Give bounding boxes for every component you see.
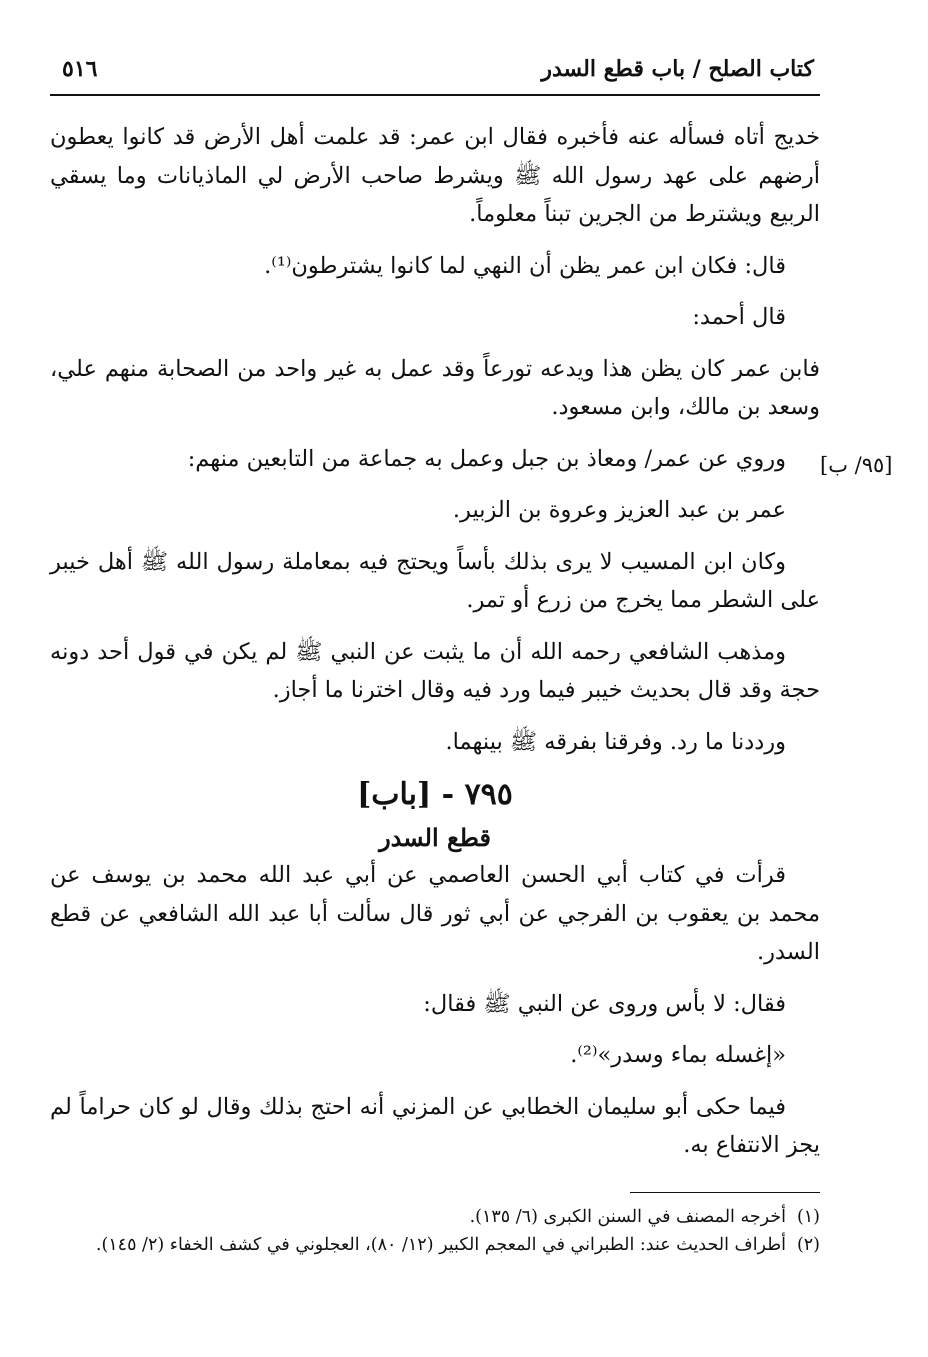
paragraph: فيما حكى أبو سليمان الخطابي عن المزني أنه احتج بذلك وقال لو كان حراماً لم يجز الانتفاع به. [50,1093,820,1158]
book-page [50,0,820,1357]
paragraph: خديج أتاه فسأله عنه فأخبره فقال ابن عمر: قد علمت أهل الأرض قد كانوا يعطون أرضهم على عهد رسول الله ﷺ ويشرط صاحب الأرض لي الماذيانات وما يسقي الربيع ويشترط من الجرين تبناً معلوماً. [50,124,820,227]
footnote-text: أخرجه المصنف في السنن الكبرى (٦/ ١٣٥). [469,1207,786,1227]
paragraph: عمر بن عبد العزيز وعروة بن الزبير. [452,497,786,523]
paragraph: قال: فكان ابن عمر يظن أن النهي لما كانوا يشترطون⁽¹⁾. [264,252,786,279]
paragraph: قال أحمد: [692,304,786,330]
page-number: ٥١٦ [62,56,98,82]
footnotes [50,1203,820,1259]
footnote-divider [630,1192,820,1193]
paragraph: ومذهب الشافعي رحمه الله أن ما يثبت عن النبي ﷺ لم يكن في قول أحد دونه حجة وقد قال بحديث خيبر فيما ورد فيه وقال اخترنا ما أجاز. [50,638,820,703]
paragraph: فابن عمر كان يظن هذا ويدعه تورعاً وقد عمل به غير واحد من الصحابة منهم علي، وسعد بن مالك، وابن مسعود. [50,355,820,420]
footnote [50,1231,820,1259]
main-text [50,118,820,1178]
running-title: كتاب الصلح / باب قطع السدر [541,56,814,82]
paragraph: ورددنا ما رد. وفرقنا بفرقه ﷺ بينهما. [445,728,786,755]
margin-folio-note: [٩٥/ ب] [820,453,893,477]
paragraph: وروي عن عمر/ ومعاذ بن جبل وعمل به جماعة من التابعين منهم: [187,445,786,472]
paragraph: قرأت في كتاب أبي الحسن العاصمي عن أبي عبد الله محمد بن يوسف عن محمد بن يعقوب بن الفرجي عن أبي ثور قال سألت أبا عبد الله الشافعي عن قطع السدر. [50,862,820,965]
footnote-number: (٢) [796,1235,820,1255]
chapter-title: قطع السدر [379,823,491,852]
page-header [50,50,820,96]
paragraph: «إغسله بماء وسدر»⁽²⁾. [570,1042,786,1068]
chapter-heading: ٧٩٥ - [باب] [357,777,513,812]
paragraph: فقال: لا بأس وروى عن النبي ﷺ فقال: [423,990,786,1017]
footnote [50,1203,820,1231]
footnote-number: (١) [796,1207,820,1227]
footnote-text: أطراف الحديث عند: الطبراني في المعجم الكبير (١٢/ ٨٠)، العجلوني في كشف الخفاء (٢/ ١٤٥). [95,1235,786,1255]
paragraph: وكان ابن المسيب لا يرى بذلك بأساً ويحتج فيه بمعاملة رسول الله ﷺ أهل خيبر على الشطر مما يخرج من زرع أو تمر. [50,548,820,613]
